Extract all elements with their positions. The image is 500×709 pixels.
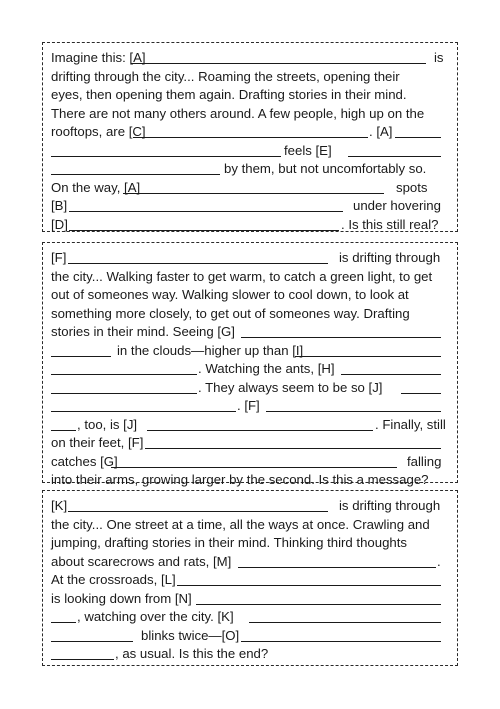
fill-in-blank[interactable] (249, 622, 441, 623)
fill-in-blank[interactable] (123, 193, 384, 194)
fill-in-blank[interactable] (145, 448, 441, 449)
story-line (51, 397, 450, 416)
story-text: [K] (51, 498, 68, 513)
story-text: drifting through the city... Roaming the streets, opening their (51, 68, 400, 84)
story-line (51, 590, 450, 609)
story-text: [D] (51, 216, 68, 232)
story-text: is drifting through (339, 250, 441, 265)
story-line (51, 323, 450, 342)
story-text: something more closely, to get out of someones way. Drafting (51, 305, 410, 321)
story-text: about scarecrows and rats, [M] (51, 553, 232, 569)
story-line (51, 645, 450, 664)
story-line (51, 627, 450, 646)
fill-in-blank[interactable] (69, 211, 343, 212)
fill-in-blank[interactable] (51, 659, 114, 660)
fill-in-blank[interactable] (341, 374, 441, 375)
story-text: . [F] (237, 398, 260, 413)
story-text: on their feet, [F] (51, 435, 144, 450)
fill-in-blank[interactable] (177, 585, 441, 586)
fill-in-blank[interactable] (51, 622, 76, 623)
fill-in-blank[interactable] (241, 641, 441, 642)
story-line (51, 105, 450, 124)
fill-in-blank[interactable] (51, 174, 220, 175)
story-text: . Watching the ants, [H] (198, 361, 335, 376)
fill-in-blank[interactable] (401, 393, 441, 394)
story-text: the city... Walking faster to get warm, to catch a green light, to get (51, 268, 433, 284)
fill-in-blank[interactable] (147, 430, 373, 431)
story-text: is (434, 50, 444, 65)
story-line (51, 49, 450, 68)
story-panel-2 (42, 242, 458, 487)
story-text: falling (407, 453, 442, 469)
fill-in-blank[interactable] (131, 63, 426, 64)
fill-in-blank[interactable] (266, 411, 441, 412)
story-text: in the clouds—higher up than [I] (117, 342, 304, 358)
story-text: out of someones way. Walking slower to cool down, to look at (51, 287, 409, 302)
fill-in-blank[interactable] (238, 567, 436, 568)
fill-in-blank[interactable] (295, 356, 441, 357)
story-line (51, 360, 450, 379)
story-line (51, 86, 450, 105)
story-line (51, 160, 450, 179)
story-text: stories in their mind. Seeing [G] (51, 324, 235, 339)
story-text: There are not many others around. A few people, high up on the (51, 105, 425, 121)
story-text: . Finally, still (375, 416, 446, 432)
story-line (51, 516, 450, 535)
story-text: jumping, drafting stories in their mind. Thinking third thoughts (51, 535, 408, 550)
story-text: , as usual. Is this the end? (115, 646, 269, 661)
story-line (51, 305, 450, 324)
fill-in-blank[interactable] (68, 511, 328, 512)
story-line (51, 142, 450, 161)
story-line (51, 553, 450, 572)
story-text: under hovering (353, 198, 441, 213)
story-line (51, 68, 450, 87)
fill-in-blank[interactable] (395, 137, 441, 138)
story-line (51, 197, 450, 216)
fill-in-blank[interactable] (51, 641, 133, 642)
fill-in-blank[interactable] (51, 356, 111, 357)
story-text: spots (396, 179, 428, 195)
story-panel-1 (42, 42, 458, 232)
story-line (51, 216, 450, 235)
story-line (51, 453, 450, 472)
story-line (51, 534, 450, 553)
fill-in-blank[interactable] (51, 411, 236, 412)
story-text: [B] (51, 198, 68, 213)
story-text: . Is this still real? (341, 216, 439, 232)
story-text: [F] (51, 250, 67, 265)
fill-in-blank[interactable] (111, 467, 397, 468)
fill-in-blank[interactable] (69, 230, 339, 231)
story-text: , watching over the city. [K] (77, 609, 234, 624)
fill-in-blank[interactable] (241, 337, 441, 338)
fill-in-blank[interactable] (51, 393, 197, 394)
story-text: . [A] (369, 124, 393, 139)
story-line (51, 286, 450, 305)
story-text: is looking down from [N] (51, 590, 192, 606)
story-line (51, 268, 450, 287)
fill-in-blank[interactable] (133, 137, 368, 138)
story-line (51, 249, 450, 268)
story-text: Imagine this: [A] (51, 50, 146, 65)
story-text: . They always seem to be so [J] (198, 379, 383, 395)
story-text: On the way, [A] (51, 179, 141, 195)
story-text: eyes, then opening them again. Drafting stories in their mind. (51, 87, 407, 102)
story-line (51, 497, 450, 516)
story-text: . (437, 553, 441, 569)
story-line (51, 379, 450, 398)
story-text: by them, but not uncomfortably so. (224, 161, 427, 176)
story-line (51, 342, 450, 361)
story-line (51, 123, 450, 142)
story-line (51, 434, 450, 453)
story-text: catches [G] (51, 453, 118, 469)
story-line (51, 179, 450, 198)
fill-in-blank[interactable] (348, 156, 441, 157)
fill-in-blank[interactable] (68, 263, 328, 264)
story-text: rooftops, are [C] (51, 124, 146, 139)
story-line (51, 416, 450, 435)
story-text: feels [E] (284, 142, 332, 158)
story-text: is drifting through (339, 498, 441, 513)
story-line (51, 608, 450, 627)
fill-in-blank[interactable] (51, 374, 197, 375)
story-text: At the crossroads, [L] (51, 572, 176, 587)
fill-in-blank[interactable] (51, 430, 76, 431)
story-text: the city... One street at a time, all the ways at once. Crawling and (51, 516, 430, 532)
fill-in-blank[interactable] (51, 156, 281, 157)
story-line (51, 571, 450, 590)
story-line (51, 471, 450, 490)
fill-in-blank[interactable] (196, 604, 441, 605)
story-text: into their arms, growing larger by the second. Is this a message? (51, 472, 429, 487)
story-text: blinks twice—[O] (141, 627, 240, 643)
story-text: , too, is [J] (77, 416, 138, 432)
story-panel-3 (42, 490, 458, 666)
